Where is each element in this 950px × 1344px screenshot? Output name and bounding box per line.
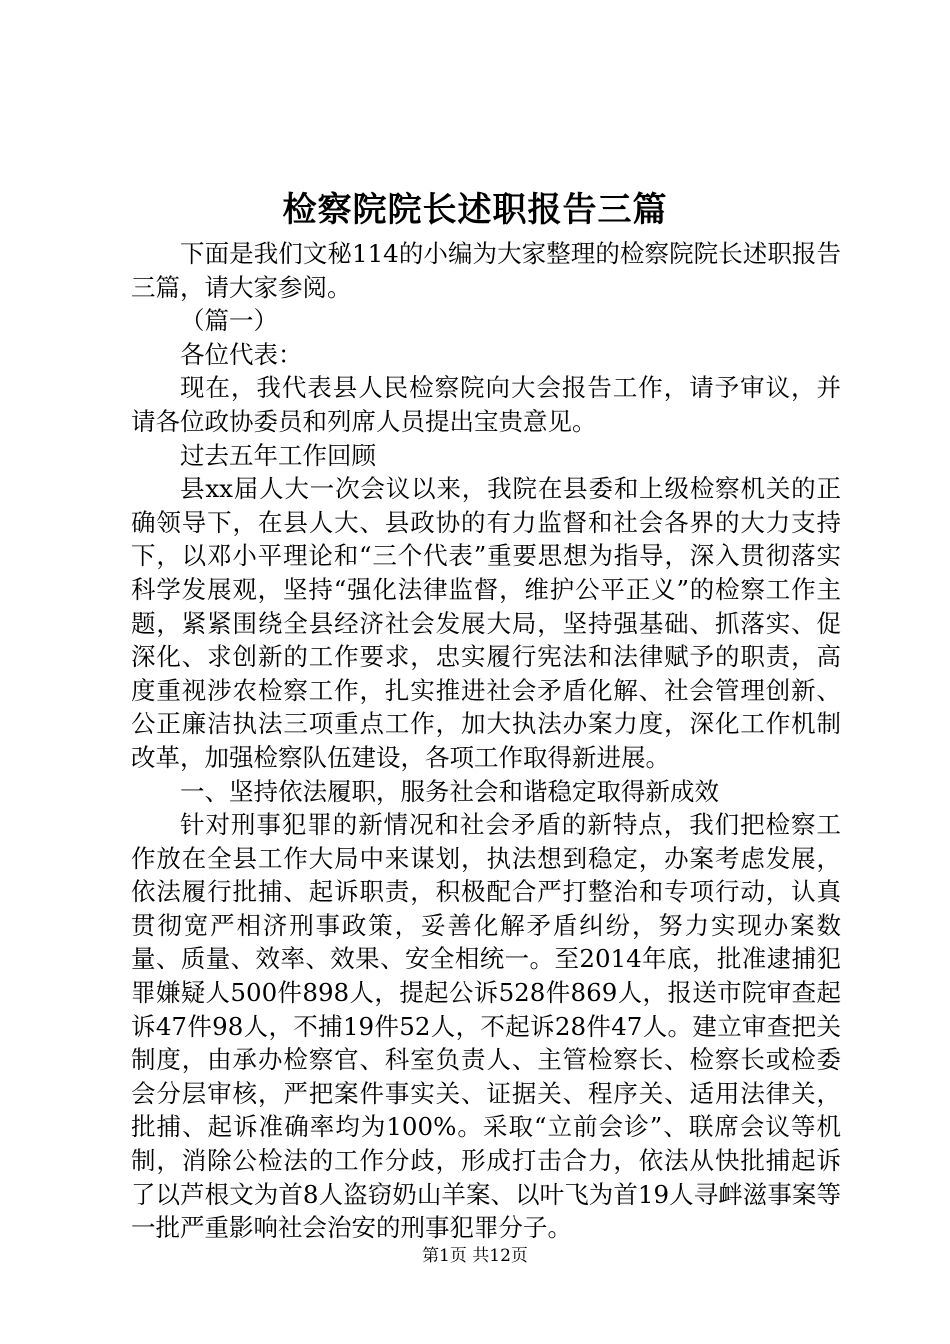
subsection-heading: 一、坚持依法履职，服务社会和谐稳定取得新成效 [180,776,719,806]
salutation: 各位代表： [180,339,303,369]
review-paragraph: 县xx届人大一次会议以来，我院在县委和上级检察机关的正确领导下，在县人大、县政协的有力监督和社会各界的大力支持下，以邓小平理论和“三个代表”重要思想为指导，深入贯彻落实科学发展观，坚持“强化法律监督，维护公平正义”的检察工作主题，紧紧围绕全县经济社会发展大局，坚持强基础、抓落实、促深化、求创新的工作要求，忠实履行宪法和法律赋予的职责，高度重视涉农检察工作，扎实推进社会矛盾化解、社会管理创新、公正廉洁执法三项重点工作，加大执法办案力度，深化工作机制改革，加强检察队伍建设，各项工作取得新进展。 [131,474,841,772]
document-body [131,237,841,1245]
section-heading: 过去五年工作回顾 [180,440,376,470]
opening-paragraph: 现在，我代表县人民检察院向大会报告工作，请予审议，并请各位政协委员和列席人员提出宝贵意见。 [131,373,841,436]
document-title: 检察院院长述职报告三篇 [282,190,668,230]
page-footer: 第1页 共12页 [422,1246,528,1266]
section-label: （篇一） [180,306,278,336]
details-paragraph: 针对刑事犯罪的新情况和社会矛盾的新特点，我们把检察工作放在全县工作大局中来谋划，执法想到稳定，办案考虑发展，依法履行批捕、起诉职责，积极配合严打整治和专项行动，认真贯彻宽严相济刑事政策，妥善化解矛盾纠纷，努力实现办案数量、质量、效率、效果、安全相统一。至2014年底，批准逮捕犯罪嫌疑人500件898人，提起公诉528件869人，报送市院审查起诉47件98人，不捕19件52人，不起诉28件47人。建立审查把关制度，由承办检察官、科室负责人、主管检察长、检察长或检委会分层审核，严把案件事实关、证据关、程序关、适用法律关，批捕、起诉准确率均为100%。采取“立前会诊”、联席会议等机制，消除公检法的工作分歧，形成打击合力，依法从快批捕起诉了以芦根文为首8人盗窃奶山羊案、以叶飞为首19人寻衅滋事案等一批严重影响社会治安的刑事犯罪分子。 [131,810,841,1243]
intro-paragraph: 下面是我们文秘114的小编为大家整理的检察院院长述职报告三篇，请大家参阅。 [131,239,841,302]
